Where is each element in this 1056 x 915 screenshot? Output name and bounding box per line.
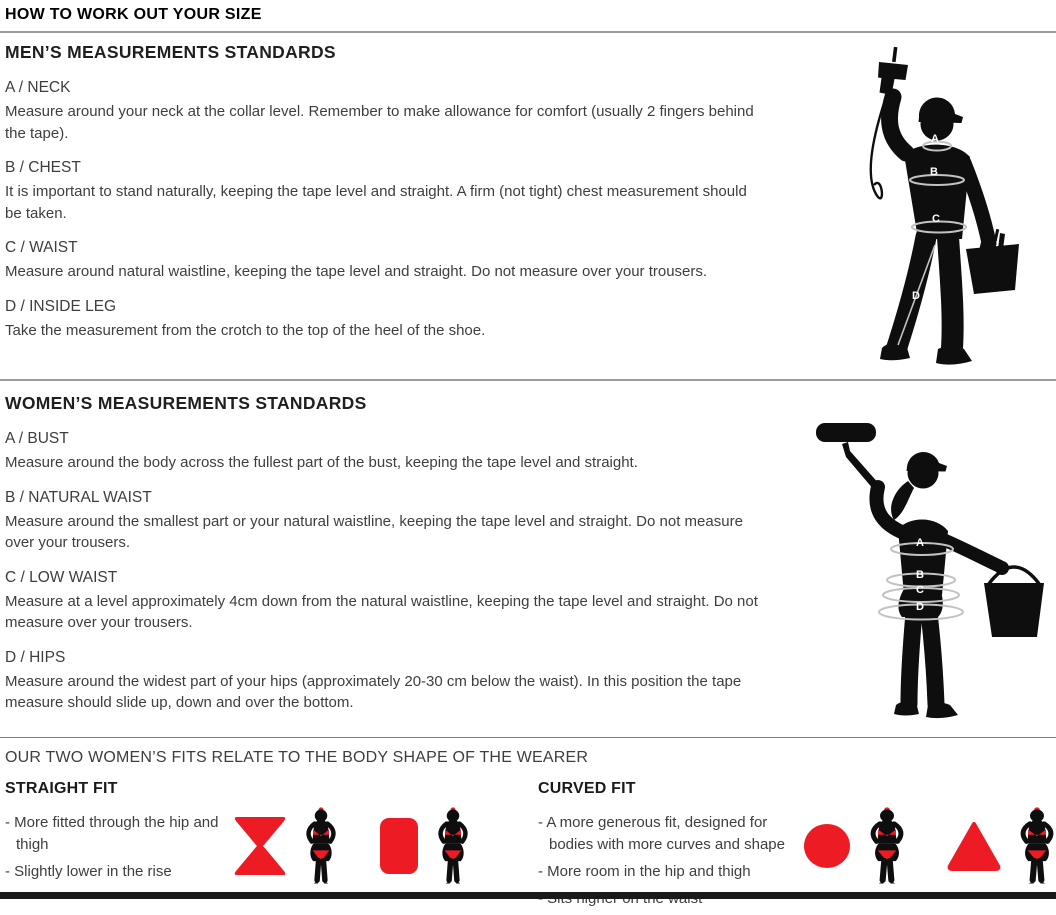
curved-fit-bullets bbox=[538, 812, 803, 915]
ponytail bbox=[891, 481, 914, 520]
boot-left bbox=[880, 343, 910, 361]
figure-label-b: B bbox=[916, 569, 924, 581]
figure-label-d: D bbox=[912, 290, 920, 302]
figure-label-a: A bbox=[931, 133, 939, 145]
straight-body-figure-icon bbox=[299, 806, 343, 886]
drill-icon bbox=[878, 47, 908, 95]
measurement-description: Take the measurement from the crotch to the top of the heel of the shoe. bbox=[5, 321, 486, 339]
paint-roller-icon bbox=[816, 423, 880, 490]
cap bbox=[919, 97, 964, 123]
man-silhouette-illustration bbox=[838, 47, 1020, 378]
measurement-description: Measure around your neck at the collar level. Remember to make allowance for comfort (usually 2 fingers behind the tape). bbox=[5, 103, 754, 142]
shoe-right bbox=[926, 703, 958, 719]
measurement-label: B / CHEST bbox=[5, 159, 81, 176]
fit-bullet: - A more generous fit, designed for bodies with more curves and shape bbox=[538, 814, 785, 853]
figure-label-d: D bbox=[916, 601, 924, 613]
straight-fit-bullets bbox=[5, 812, 233, 888]
straight-fit-column bbox=[5, 780, 525, 888]
fit-bullet: - More fitted through the hip and thigh bbox=[5, 814, 219, 853]
measurement-label: C / WAIST bbox=[5, 239, 78, 256]
boot-right bbox=[936, 346, 972, 365]
measurement-description: It is important to stand naturally, keeping the tape level and straight. A firm (not tight) chest measurement should be taken. bbox=[5, 183, 747, 222]
measurement-label: A / BUST bbox=[5, 430, 69, 447]
shoe-left bbox=[894, 701, 919, 716]
measurement-label: D / HIPS bbox=[5, 648, 66, 666]
bottom-bar bbox=[0, 892, 1056, 899]
womens-section-title: WOMEN’S MEASUREMENTS STANDARDS bbox=[5, 393, 367, 413]
curved-fit-shapes bbox=[803, 806, 1056, 886]
measurement-description: Measure at a level approximately 4cm down from the natural waistline, keeping the tape level and straight. Do not measure over your trousers. bbox=[5, 592, 758, 631]
measurement-description: Measure around natural waistline, keeping the tape level and straight. Do not measure over your trousers. bbox=[5, 263, 708, 280]
measurement-label: B / NATURAL WAIST bbox=[5, 488, 152, 506]
woman-silhouette-illustration bbox=[790, 399, 1048, 726]
cap bbox=[907, 452, 948, 472]
fits-section bbox=[0, 738, 1056, 892]
page-title: HOW TO WORK OUT YOUR SIZE bbox=[5, 6, 262, 23]
measurement-label: C / LOW WAIST bbox=[5, 568, 118, 586]
triangle-shape-icon bbox=[947, 821, 1001, 871]
measurement-label: A / NECK bbox=[5, 79, 71, 96]
straight-fit-title: STRAIGHT FIT bbox=[5, 780, 118, 797]
circle-shape-icon bbox=[803, 823, 851, 869]
measurement-description: Measure around the widest part of your hips (approximately 20-30 cm below the waist). In this position the tape measure should slide up, down and over the bottom. bbox=[5, 672, 742, 711]
measurement-label: D / INSIDE LEG bbox=[5, 297, 117, 315]
measurement-description: Measure around the smallest part or your natural waistline, keeping the tape level and straight. Do not measure over your trousers. bbox=[5, 512, 743, 551]
straight-fit-shapes bbox=[233, 806, 475, 886]
rectangle-shape-icon bbox=[379, 817, 419, 875]
fit-bullet: - Slightly lower in the rise bbox=[5, 863, 172, 880]
measurement-description: Measure around the body across the fullest part of the bust, keeping the tape level and straight. bbox=[5, 454, 638, 471]
straight-body-figure-icon bbox=[431, 806, 475, 886]
curved-body-figure-icon bbox=[1013, 806, 1056, 886]
figure-label-a: A bbox=[916, 537, 924, 549]
bucket-icon bbox=[984, 567, 1044, 637]
womens-measurements-section bbox=[0, 381, 1056, 737]
curved-body-figure-icon bbox=[863, 806, 911, 886]
fit-bullet: - More room in the hip and thigh bbox=[538, 863, 751, 880]
figure-label-c: C bbox=[932, 213, 940, 225]
curved-fit-title: CURVED FIT bbox=[538, 780, 636, 797]
mens-measurements-section bbox=[0, 33, 1056, 379]
mens-section-title: MEN’S MEASUREMENTS STANDARDS bbox=[5, 42, 336, 62]
fits-heading: OUR TWO WOMEN’S FITS RELATE TO THE BODY SHAPE OF THE WEARER bbox=[5, 749, 589, 766]
figure-label-b: B bbox=[930, 166, 938, 178]
hourglass-shape-icon bbox=[233, 816, 287, 876]
figure-label-c: C bbox=[916, 584, 924, 596]
